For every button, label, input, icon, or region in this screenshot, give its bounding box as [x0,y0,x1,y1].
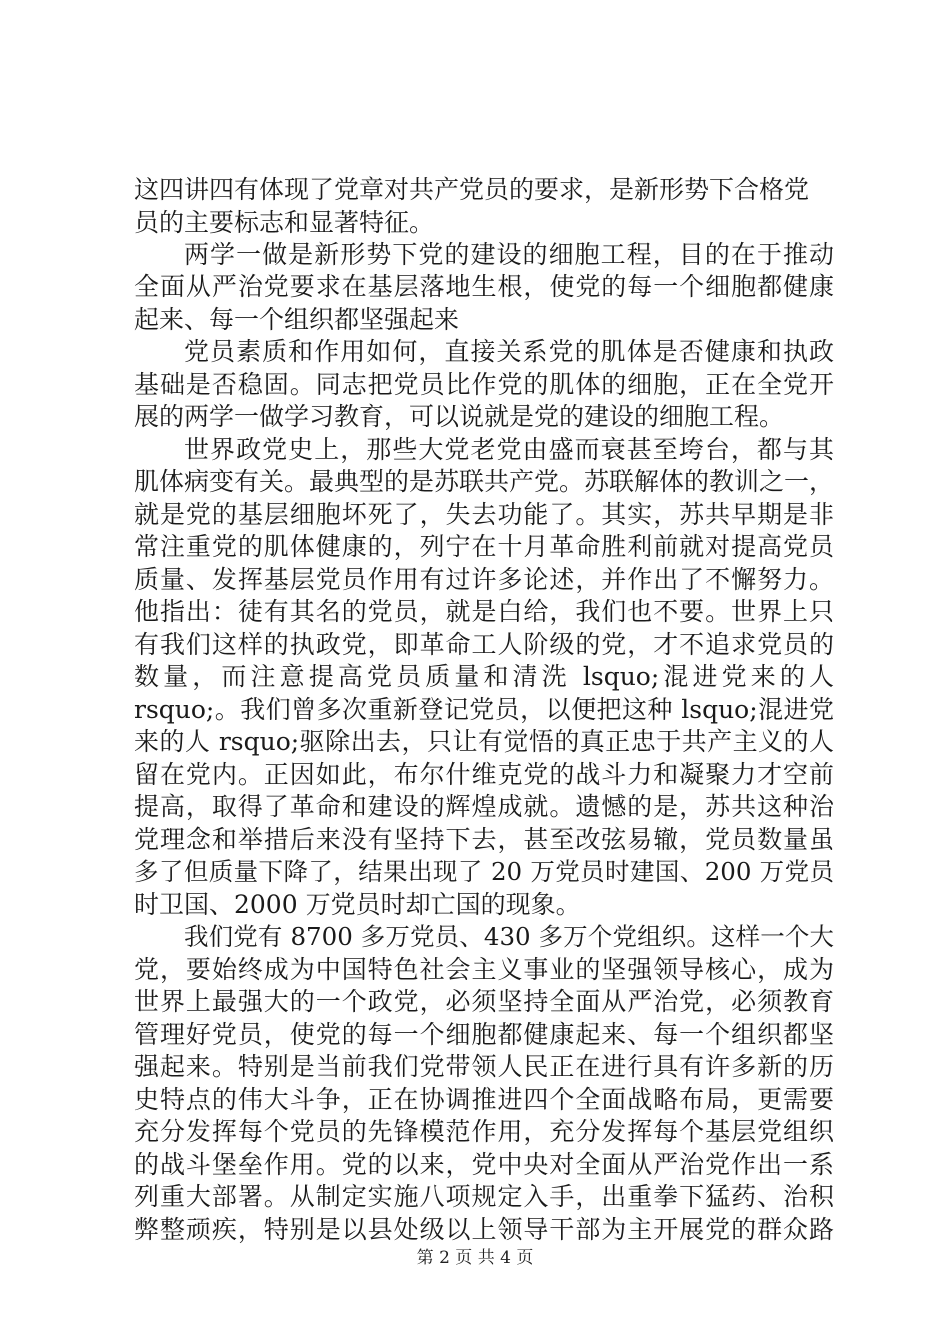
text-line: 的战斗堡垒作用。党的以来，党中央对全面从严治党作出一系 [134,1150,834,1179]
text-line: 我们党有 8700 多万党员、430 多万个党组织。这样一个大 [184,922,834,951]
text-line: 世界政党史上，那些大党老党由盛而衰甚至垮台，都与其 [184,435,834,464]
text-line: 留在党内。正因如此，布尔什维克党的战斗力和凝聚力才空前 [134,760,834,789]
text-line: 多了但质量下降了，结果出现了 20 万党员时建国、200 万党员 [134,857,834,886]
text-line: 世界上最强大的一个政党，必须坚持全面从严治党，必须教育 [134,987,834,1016]
text-line: 基础是否稳固。同志把党员比作党的肌体的细胞，正在全党开 [134,370,834,399]
text-line: 有我们这样的执政党，即革命工人阶级的党，才不追求党员的 [134,630,834,659]
text-line: 时卫国、2000 万党员时却亡国的现象。 [134,890,581,919]
text-line: 常注重党的肌体健康的，列宁在十月革命胜利前就对提高党员 [134,532,834,561]
text-line: 这四讲四有体现了党章对共产党员的要求，是新形势下合格党 [134,175,810,204]
text-line: rsquo;。我们曾多次重新登记党员，以便把这种 lsquo;混进党 [134,695,834,724]
text-line: 数量，而注意提高党员质量和清洗 lsquo;混进党来的人 [134,662,834,691]
text-line: 充分发挥每个党员的先锋模范作用，充分发挥每个基层党组织 [134,1117,834,1146]
text-line: 管理好党员，使党的每一个细胞都健康起来、每一个组织都坚 [134,1020,834,1049]
text-line: 就是党的基层细胞坏死了，失去功能了。其实，苏共早期是非 [134,500,834,529]
text-line: 强起来。特别是当前我们党带领人民正在进行具有许多新的历 [134,1052,834,1081]
text-line: 员的主要标志和显著特征。 [134,208,435,237]
text-line: 来的人 rsquo;驱除出去，只让有觉悟的真正忠于共产主义的人 [134,727,834,756]
text-line: 展的两学一做学习教育，可以说就是党的建设的细胞工程。 [134,402,785,431]
text-line: 弊整顽疾，特别是以县处级以上领导干部为主开展党的群众路 [134,1215,834,1244]
text-line: 肌体病变有关。最典型的是苏联共产党。苏联解体的教训之一， [134,467,835,496]
text-line: 质量、发挥基层党员作用有过许多论述，并作出了不懈努力。 [134,565,834,594]
text-line: 他指出：徒有其名的党员，就是白给，我们也不要。世界上只 [134,597,834,626]
text-line: 党员素质和作用如何，直接关系党的肌体是否健康和执政 [184,337,834,366]
text-line: 列重大部署。从制定实施八项规定入手，出重拳下猛药、治积 [134,1182,834,1211]
text-line: 党，要始终成为中国特色社会主义事业的坚强领导核心，成为 [134,955,834,984]
text-line: 提高，取得了革命和建设的辉煌成就。遗憾的是，苏共这种治 [134,792,834,821]
text-line: 起来、每一个组织都坚强起来 [134,305,460,334]
text-line: 两学一做是新形势下党的建设的细胞工程，目的在于推动 [184,240,834,269]
text-line: 党理念和举措后来没有坚持下去，甚至改弦易辙，党员数量虽 [134,825,834,854]
page-footer: 第 2 页 共 4 页 [416,1248,534,1268]
text-line: 史特点的伟大斗争，正在协调推进四个全面战略布局，更需要 [134,1085,834,1114]
text-line: 全面从严治党要求在基层落地生根，使党的每一个细胞都健康 [134,272,834,301]
